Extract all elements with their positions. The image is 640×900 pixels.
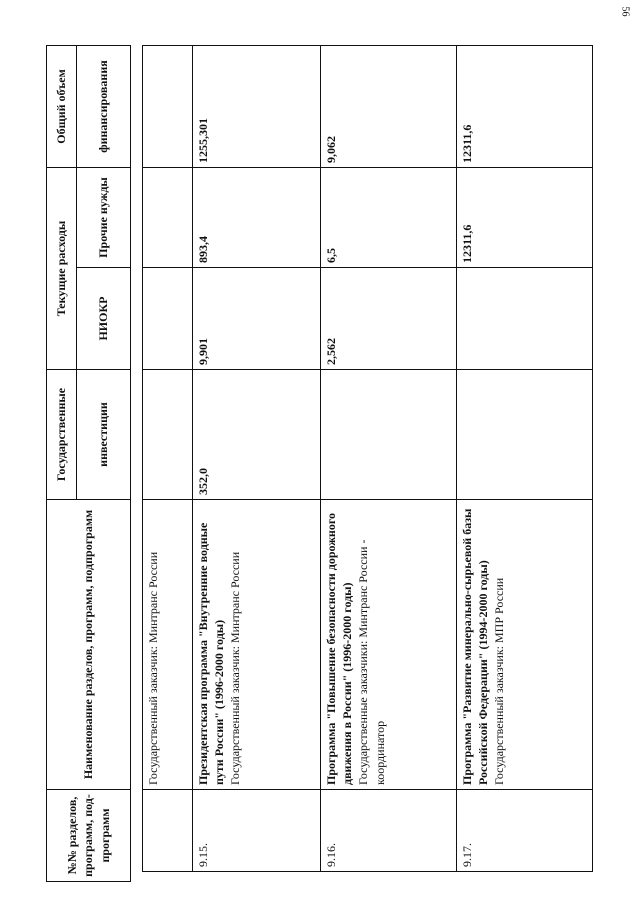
- header-invest-sub: инвестиции: [77, 370, 131, 500]
- row-num: 9.17.: [457, 790, 593, 872]
- row-niokr: 2,562: [321, 268, 457, 370]
- row-name: [143, 500, 193, 790]
- row-num: 9.16.: [321, 790, 457, 872]
- row-total: 9,062: [321, 46, 457, 168]
- row-total: [143, 46, 193, 168]
- row-invest: [457, 370, 593, 500]
- row-customer: Государственный заказчик: Минтранс России: [228, 551, 243, 785]
- row-invest: [321, 370, 457, 500]
- row-num: 9.15.: [193, 790, 321, 872]
- row-name: [457, 500, 593, 790]
- row-invest: 352,0: [193, 370, 321, 500]
- row-program-title: Программа "Повышение безопасности дорожного движения в России" (1996-2000 годы): [324, 513, 355, 785]
- header-total-sub: финансирования: [77, 46, 131, 168]
- table-row: [457, 46, 593, 872]
- row-customer: Государственный заказчик: Минтранс России: [146, 551, 160, 785]
- row-total: 1255,301: [193, 46, 321, 168]
- row-program-title: Президентская программа "Внутренние водные пути России" (1996-2000 годы): [196, 522, 227, 785]
- row-total: 12311,6: [457, 46, 593, 168]
- page-number: 56: [619, 6, 631, 17]
- header-invest-top: Государственные: [47, 370, 77, 500]
- header-other: Прочие нужды: [77, 168, 131, 268]
- rotated-page: [46, 46, 608, 882]
- row-num: [143, 790, 193, 872]
- row-other: 893,4: [193, 168, 321, 268]
- header-num: №№ разделов, программ, под-программ: [47, 790, 131, 882]
- row-name: [321, 500, 457, 790]
- header-total-top: Общий объем: [47, 46, 77, 168]
- row-customer: Государственные заказчики: Минтранс России - координатор: [356, 539, 387, 785]
- header-current: Текущие расходы: [47, 168, 77, 370]
- table-row: [321, 46, 457, 872]
- header-niokr: НИОКР: [77, 268, 131, 370]
- row-other: [143, 168, 193, 268]
- row-other: 6,5: [321, 168, 457, 268]
- row-niokr: [143, 268, 193, 370]
- row-other: 12311,6: [457, 168, 593, 268]
- row-niokr: 9,901: [193, 268, 321, 370]
- table-row: [143, 46, 193, 872]
- table-body: [142, 45, 593, 872]
- table-row: [193, 46, 321, 872]
- row-program-title: Программа "Развитие минерально-сырьевой базы Российской Федерации" (1994-2000 годы): [460, 508, 491, 785]
- row-customer: Государственный заказчик: МПР России: [492, 577, 507, 785]
- table-header: [46, 45, 131, 882]
- header-name: Наименование разделов, программ, подпрограмм: [47, 500, 131, 790]
- row-invest: [143, 370, 193, 500]
- row-niokr: [457, 268, 593, 370]
- row-name: [193, 500, 321, 790]
